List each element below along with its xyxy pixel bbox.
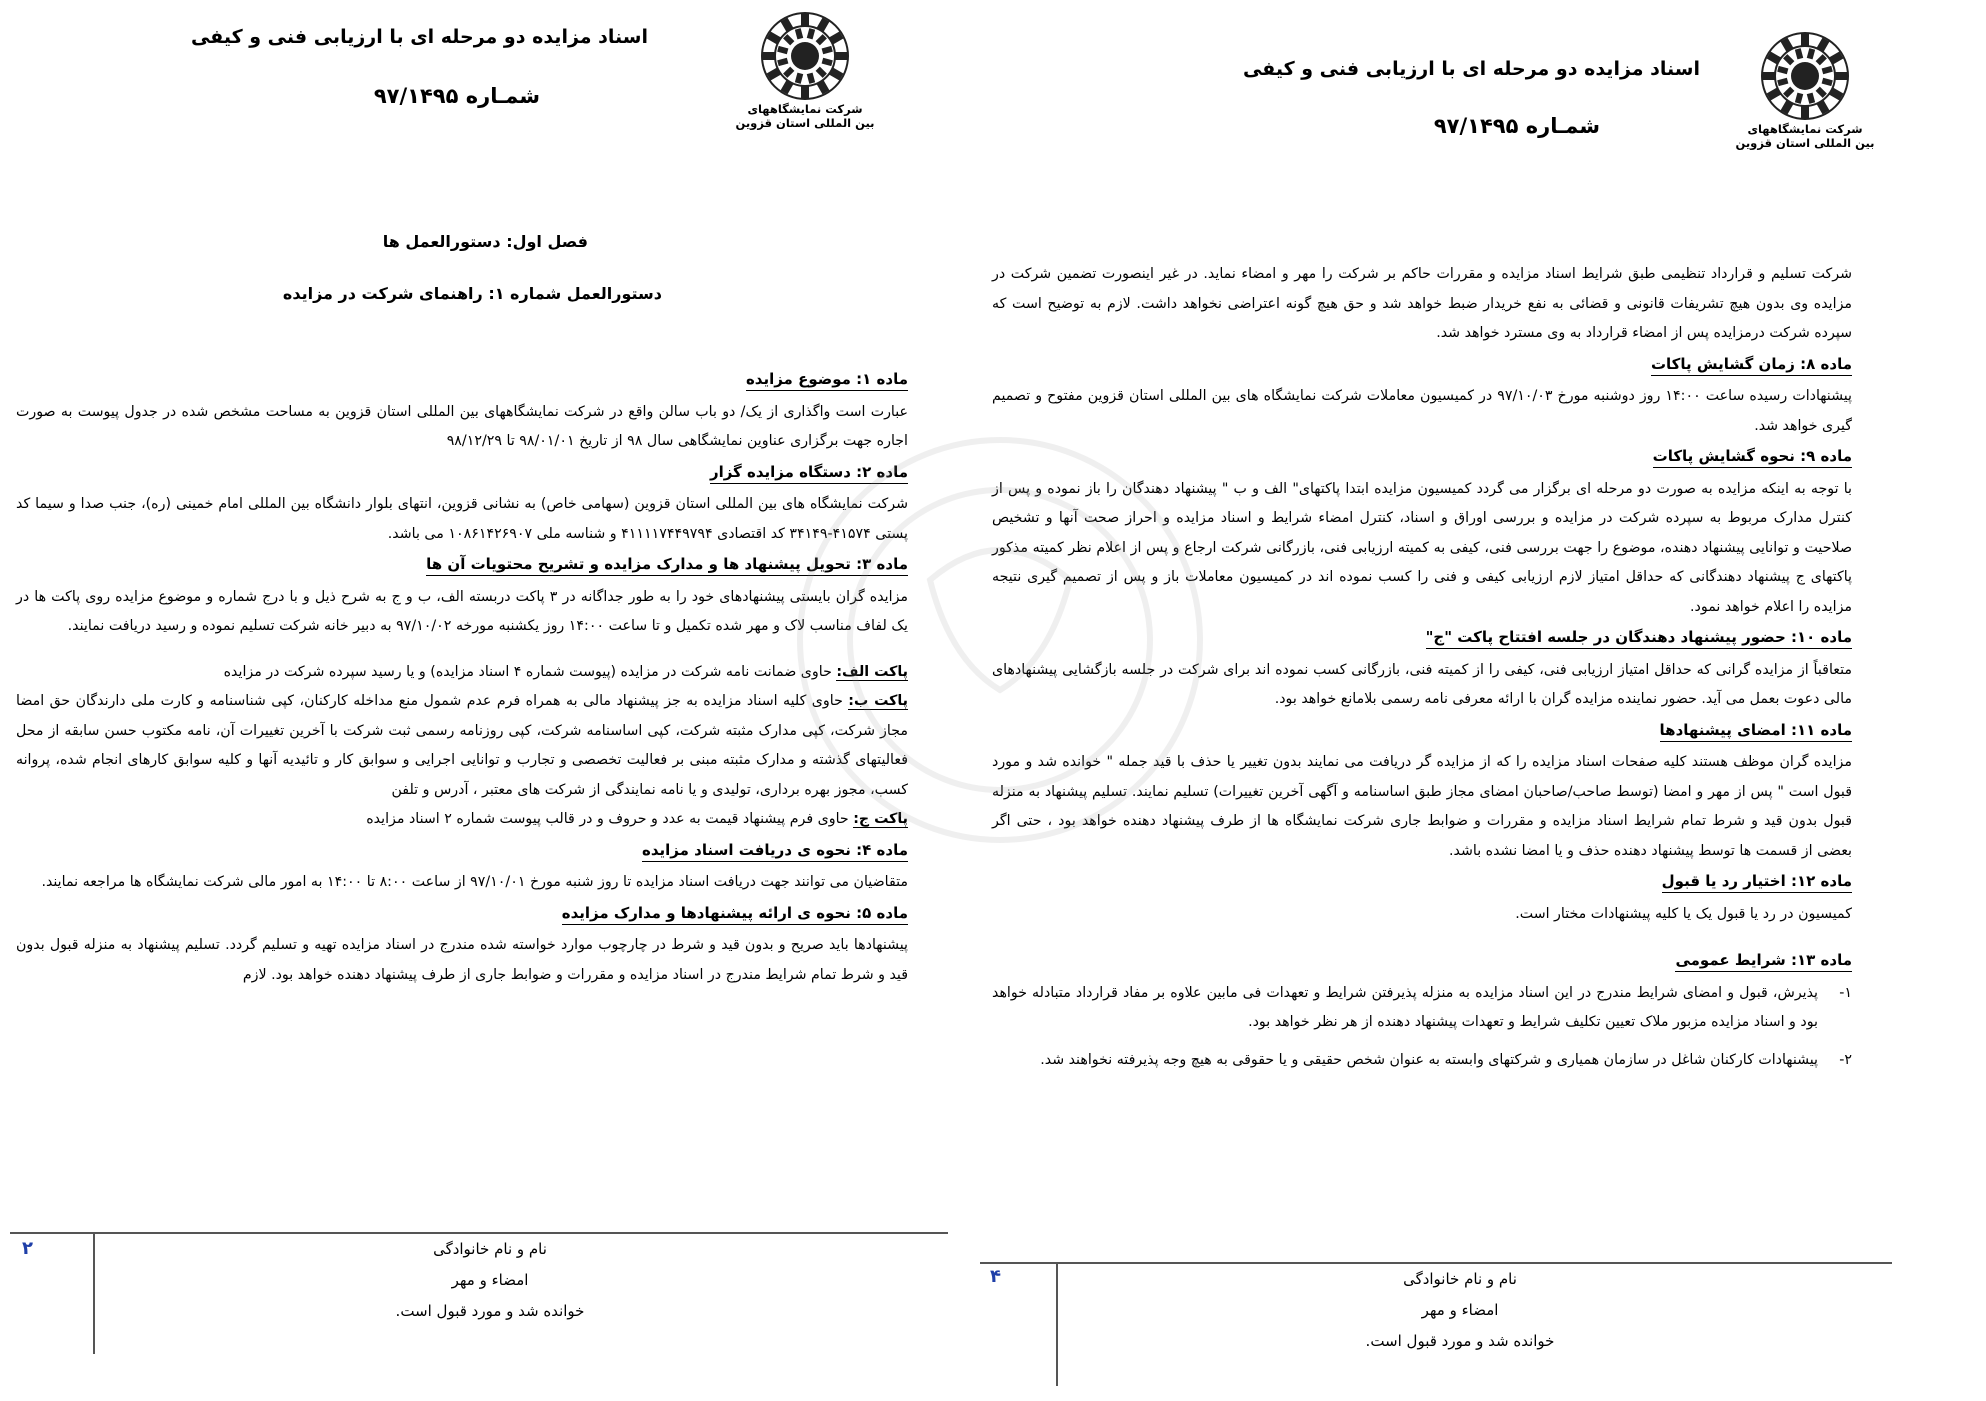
left-page-body <box>16 364 908 990</box>
section-heading: ماده ۱۲: اختیار رد یا قبول <box>1662 870 1852 893</box>
packet-label: پاکت الف: <box>836 663 908 680</box>
page-number: ۴ <box>990 1266 1001 1287</box>
signature-sign-line: امضاء و مهر <box>451 1271 529 1289</box>
packet-item <box>16 805 908 835</box>
signature-accept-line: خوانده شد و مورد قبول است. <box>395 1302 585 1320</box>
section-text: متعاقباً از مزایده گرانی که حداقل امتیاز ارزیابی فنی، کیفی را از کمیته فنی، بازرگانی کسب نموده اند برای شرکت در جلسه بازگشایی پیشنهادهای مالی دعوت بعمل می آید. حضور نماینده مزایده گران با ارائه معرفی نامه رسمی بلامانع خواهد بود. <box>992 661 1852 707</box>
packet-label: پاکت ب: <box>848 693 908 709</box>
company-emblem-icon <box>757 10 853 102</box>
document-number: شمـاره ۹۷/۱۴۹۵ <box>373 84 540 108</box>
list-item-number: ۲- <box>1839 1051 1852 1068</box>
section-text: کمیسیون در رد یا قبول یک یا کلیه پیشنهادات مختار است. <box>1515 905 1852 922</box>
section-text: عبارت است واگذاری از یک/ دو باب سالن واقع در شرکت نمایشگاههای بین المللی استان قزوین به مساحت مشخص شده در جدول پیوست به صورت اجاره جهت برگزاری عناوین نمایشگاهی سال ۹۸ از تاریخ ۹۸/۰۱/۰۱ تا ۹۸/۱۲/۲۹ <box>16 403 908 449</box>
company-name-line1: شرکت نمایشگاههای <box>1747 122 1863 136</box>
section-heading: ماده ۲: دستگاه مزایده گزار <box>710 461 908 484</box>
section-heading: ماده ۱۰: حضور پیشنهاد دهندگان در جلسه افتتاح پاکت "ج" <box>1426 626 1852 649</box>
document-title: اسناد مزایده دو مرحله ای با ارزیابی فنی و کیفی <box>1242 58 1700 80</box>
signature-accept-line: خوانده شد و مورد قبول است. <box>1365 1332 1555 1350</box>
section-heading: ماده ۱۱: امضای پیشنهادها <box>1660 719 1852 742</box>
list-item-text: پیشنهادات کارکنان شاغل در سازمان همیاری و شرکتهای وابسته به عنوان شخص حقیقی و یا حقوقی به هیچ وجه پذیرفته نخواهند شد. <box>1040 1051 1818 1068</box>
list-item-text: پذیرش، قبول و امضای شرایط مندرج در این اسناد مزایده به منزله پذیرفتن شرایط و تعهدات فی مابین علاوه بر مفاد قرارداد متبادله خواهد بود و اسناد مزایده مزبور ملاک تعیین تکلیف شرایط و تعهدات پیشنهاد دهنده از هر نظر خواهد بود. <box>992 984 1818 1030</box>
section-heading: ماده ۵: نحوه ی ارائه پیشنهادها و مدارک مزایده <box>562 902 908 925</box>
list-item <box>992 1046 1852 1076</box>
document-number: شمـاره ۹۷/۱۴۹۵ <box>1433 114 1600 138</box>
company-name-line1: شرکت نمایشگاههای <box>747 102 863 116</box>
footer-divider <box>1056 1262 1058 1386</box>
section-text: با توجه به اینکه مزایده به صورت دو مرحله ای برگزار می گردد کمیسیون مزایده ابتدا پاکتهای" الف و ب " پیشنهاد دهندگان را باز نموده و پس از کنترل مدارک مربوط به سپرده شرکت در مزایده و بررسی اوراق و اسناد، کنترل امضاء شرایط و اسناد مزایده و احراز صحت آنها و تشخیص صلاحیت و توانایی پیشنهاد دهنده، موضوع را جهت بررسی فنی، کیفی به کمیته ارزیابی فنی، بازرگانی شرکت ارجاع و پس از اعلام نظر کمیته مذکور پاکتهای ج پیشنهاد دهندگانی که حداقل امتیاز لازم ارزیابی کیفی و فنی را کسب نموده اند در کمیسیون معاملات باز و پس از تصمیم گیری نتیجه مزایده را اعلام خواهد نمود. <box>992 480 1852 615</box>
intro-text: شرکت تسلیم و قرارداد تنظیمی طبق شرایط اسناد مزایده و مقررات حاکم بر شرکت را مهر و امضاء نماید. در غیر اینصورت تضمین شرکت در مزایده وی بدون هیچ تشریفات قانونی و قضائی به نفع خریدار ضبط خواهد شد و حق هیچ گونه اعتراضی نخواهد داشت. لازم به توضیح است که سپرده شرکت درمزایده پس از امضاء قرارداد به وی مسترد خواهد شد. <box>992 266 1852 341</box>
section-heading: ماده ۴: نحوه ی دریافت اسناد مزایده <box>642 839 908 862</box>
company-name-line2: بین المللی استان قزوین <box>735 116 875 130</box>
right-page-body <box>992 260 1852 1075</box>
list-item-number: ۱- <box>1839 984 1852 1001</box>
company-logo <box>1730 30 1880 160</box>
signature-name-line: نام و نام خانوادگی <box>1403 1270 1517 1288</box>
document-page-left <box>0 0 960 1401</box>
signature-block <box>340 1234 640 1327</box>
document-title: اسناد مزایده دو مرحله ای با ارزیابی فنی و کیفی <box>190 26 648 48</box>
signature-block <box>1310 1264 1610 1357</box>
packet-text: حاوی فرم پیشنهاد قیمت به عدد و حروف و در قالب پیوست شماره ۲ اسناد مزایده <box>366 811 849 827</box>
packet-text: حاوی ضمانت نامه شرکت در مزایده (پیوست شماره ۴ اسناد مزایده) و یا رسید سپرده شرکت در مزایده <box>223 663 832 680</box>
section-text: پیشنهادها باید صریح و بدون قید و شرط در چارچوب موارد خواسته شده مندرج در اسناد مزایده تهیه و تسلیم گردد. تسلیم پیشنهاد به منزله قبول بدون قید و شرط تمام شرایط مندرج در اسناد مزایده و مقررات و ضوابط جاری از طرف پیشنهاد دهنده خواهد بود. لازم <box>16 937 908 983</box>
signature-name-line: نام و نام خانوادگی <box>433 1240 547 1258</box>
company-name-line2: بین المللی استان قزوین <box>1735 136 1875 150</box>
document-page-right <box>980 0 1986 1401</box>
section-heading: ماده ۱۳: شرایط عمومی <box>1675 949 1852 972</box>
section-heading: ماده ۱: موضوع مزایده <box>746 368 908 391</box>
page-number: ۲ <box>22 1238 33 1259</box>
list-item <box>992 979 1852 1038</box>
chapter-title: فصل اول: دستورالعمل ها <box>382 232 588 251</box>
section-heading: ماده ۸: زمان گشایش پاکات <box>1651 353 1852 376</box>
company-logo <box>730 10 880 140</box>
section-text: مزایده گران موظف هستند کلیه صفحات اسناد مزایده را که از مزایده گر دریافت می نمایند بدون تغییر یا حذف با قید جمله " خوانده شد و مورد قبول است " پس از مهر و امضا (توسط صاحب/صاحبان امضای مجاز طبق اساسنامه و آگهی آخرین تغییرات) تسلیم نمایند. تسلیم پیشنهاد به منزله قبول بدون قید و شرط تمام شرایط اسناد مزایده و مقررات و ضوابط جاری شرکت نمایشگاه ها از طرف پیشنهاد دهنده خواهد بود ، حتی اگر بعضی از قسمت ها توسط پیشنهاد دهنده حذف و یا امضا نشده باشد. <box>992 754 1852 859</box>
packet-text: حاوی کلیه اسناد مزایده به جز پیشنهاد مالی به همراه فرم عدم شمول منع مداخله کارکنان، کپی شناسنامه و کارت ملی دارندگان حق امضا مجاز شرکت، کپی مدارک مثبته شرکت، کپی اساسنامه شرکت، کپی روزنامه رسمی ثبت شرکت با آخرین تغییرات آن، نامه مکتوب حسن سابقه از محل فعالیتهای گذشته و مدارک مثبته مبنی بر فعالیت تخصصی و تجارب و توانایی اجرایی و سوابق کار و تائیدیه آنها و کلیه سوابق کارهای انجام شده، پروانه کسب، مجوز بهره برداری، تولیدی و یا نامه نمایندگی از شرکت های معتبر ، آدرس و تلفن <box>16 693 908 798</box>
section-text: پیشنهادات رسیده ساعت ۱۴:۰۰ روز دوشنبه مورخ ۹۷/۱۰/۰۳ در کمیسیون معاملات شرکت نمایشگاه های بین المللی استان قزوین مفتوح و تصمیم گیری خواهد شد. <box>992 388 1852 434</box>
packet-label: پاکت ج: <box>853 811 908 827</box>
section-text: متقاضیان می توانند جهت دریافت اسناد مزایده تا روز شنبه مورخ ۹۷/۱۰/۰۱ از ساعت ۸:۰۰ تا ۱۴:۰۰ به امور مالی شرکت نمایشگاه ها مراجعه نمایند. <box>41 874 908 890</box>
company-emblem-icon <box>1757 30 1853 122</box>
packet-item <box>16 687 908 805</box>
section-text: شرکت نمایشگاه های بین المللی استان قزوین (سهامی خاص) به نشانی قزوین، انتهای بلوار دانشگاه بین المللی امام خمینی (ره)، جنب صدا و سیما کد پستی ۴۱۵۷۴-۳۴۱۴۹ کد اقتصادی ۴۱۱۱۱۷۴۴۹۷۹۴ و شناسه ملی ۱۰۸۶۱۴۲۶۹۰۷ می باشد. <box>16 496 908 542</box>
signature-sign-line: امضاء و مهر <box>1421 1301 1499 1319</box>
instruction-title: دستورالعمل شماره ۱: راهنمای شرکت در مزایده <box>282 284 662 303</box>
packet-item <box>16 658 908 688</box>
section-heading: ماده ۳: تحویل پیشنهاد ها و مدارک مزایده و تشریح محتویات آن ها <box>426 553 908 576</box>
section-heading: ماده ۹: نحوه گشایش پاکات <box>1653 445 1852 468</box>
section-text: مزایده گران بایستی پیشنهادهای خود را به طور جداگانه در ۳ پاکت دربسته الف، ب و ج به شرح ذیل و با درج شماره و موضوع مزایده روی پاکت ها در یک لفاف مناسب لاک و مهر شده تکمیل و تا ساعت ۱۴:۰۰ روز یکشنبه مورخه ۹۷/۱۰/۰۲ به دبیر خانه شرکت تسلیم نموده و رسید دریافت نمایند. <box>16 588 908 634</box>
footer-divider <box>93 1232 95 1354</box>
